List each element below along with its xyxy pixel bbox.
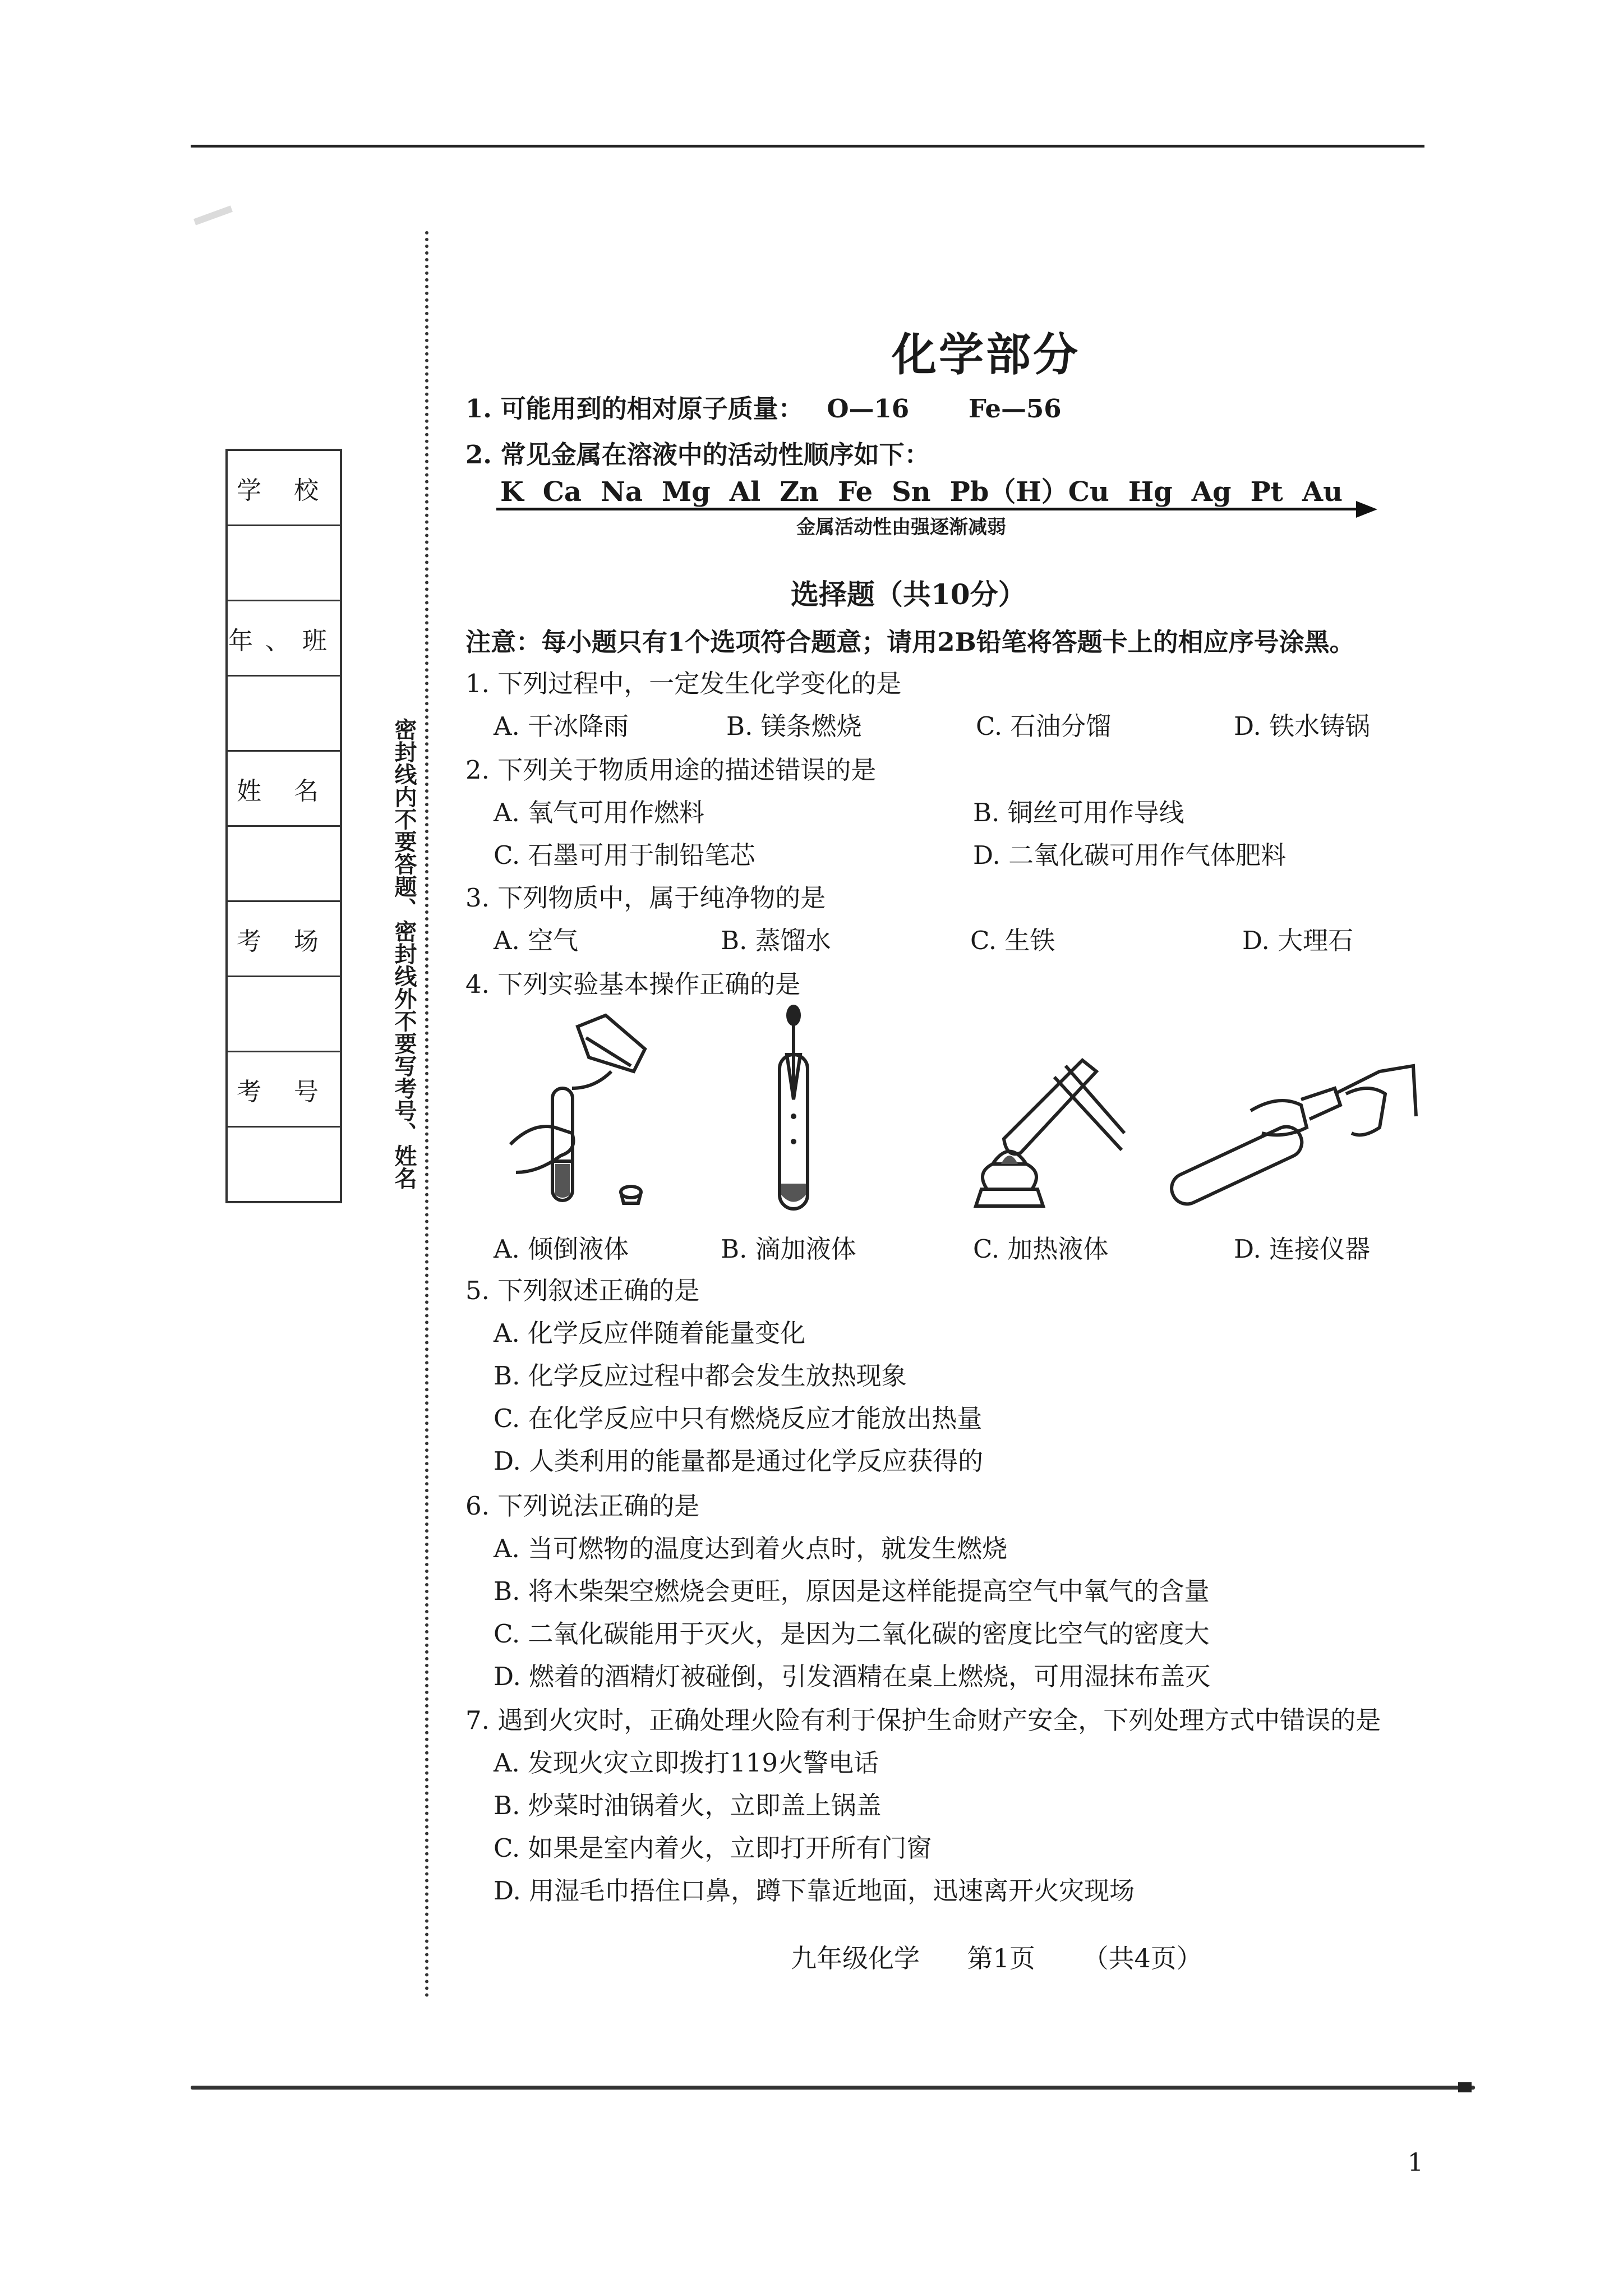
info-field-exam-number[interactable] — [228, 1128, 340, 1201]
q1-option-b[interactable]: B. 镁条燃烧 — [726, 711, 862, 741]
q7-option-b[interactable]: B. 炒菜时油锅着火，立即盖上锅盖 — [494, 1791, 882, 1820]
info-label-school: 学 校 — [228, 451, 340, 526]
q1-option-a[interactable]: A. 干冰降雨 — [494, 711, 629, 741]
q7-option-c[interactable]: C. 如果是室内着火，立即打开所有门窗 — [494, 1833, 932, 1863]
metal-mg: Mg — [662, 476, 711, 508]
q1-option-d[interactable]: D. 铁水铸锅 — [1234, 711, 1371, 741]
atomic-mass-o: O—16 — [827, 394, 910, 424]
instruction: 注意：每小题只有1个选项符合题意；请用2B铅笔将答题卡上的相应序号涂黑。 — [465, 627, 1355, 657]
seal-dotted-line — [425, 231, 428, 1998]
q7-option-a[interactable]: A. 发现火灾立即拨打119火警电话 — [494, 1748, 879, 1778]
metal-k: K — [500, 476, 524, 508]
top-rule — [191, 145, 1424, 148]
student-info-box — [225, 449, 342, 1203]
q2-option-a[interactable]: A. 氧气可用作燃料 — [494, 798, 705, 827]
metal-pb-h-cu: Pb（H）Cu — [949, 476, 1109, 508]
q3-option-d[interactable]: D. 大理石 — [1242, 926, 1354, 955]
footer-page: 第1页 — [967, 1943, 1035, 1973]
q2-option-b[interactable]: B. 铜丝可用作导线 — [973, 798, 1184, 827]
metal-au: Au — [1302, 476, 1343, 508]
question-4-stem: 4. 下列实验基本操作正确的是 — [465, 969, 801, 999]
page-footer — [791, 1938, 1202, 1975]
q3-option-c[interactable]: C. 生铁 — [970, 926, 1055, 955]
question-1-stem: 1. 下列过程中，一定发生化学变化的是 — [465, 669, 902, 698]
q5-option-c[interactable]: C. 在化学反应中只有燃烧反应才能放出热量 — [494, 1404, 983, 1433]
question-6-stem: 6. 下列说法正确的是 — [465, 1491, 700, 1521]
info-field-name[interactable] — [228, 827, 340, 902]
q4-option-a[interactable]: A. 倾倒液体 — [494, 1234, 629, 1264]
activity-arrow-caption: 金属活动性由强逐渐减弱 — [796, 516, 1006, 539]
info-label-name: 姓 名 — [228, 752, 340, 827]
page-title: 化学部分 — [892, 328, 1080, 381]
metal-activity-series — [500, 470, 1362, 509]
metal-na: Na — [601, 476, 643, 508]
note-atomic-mass-label: 1. 可能用到的相对原子质量： — [465, 394, 804, 424]
note-atomic-mass — [465, 388, 1062, 425]
figure-adding-drops — [760, 1004, 827, 1223]
q6-option-c[interactable]: C. 二氧化碳能用于灭火，是因为二氧化碳的密度比空气的密度大 — [494, 1619, 1210, 1649]
q7-option-d[interactable]: D. 用湿毛巾捂住口鼻，蹲下靠近地面，迅速离开火灾现场 — [494, 1876, 1135, 1906]
info-field-school[interactable] — [228, 526, 340, 601]
q3-option-a[interactable]: A. 空气 — [494, 926, 579, 955]
figure-pouring-liquid — [494, 1004, 673, 1223]
figure-connecting-apparatus — [1166, 1049, 1424, 1217]
question-3-stem: 3. 下列物质中，属于纯净物的是 — [465, 883, 826, 913]
metal-ca: Ca — [542, 476, 582, 508]
question-2-stem: 2. 下列关于物质用途的描述错误的是 — [465, 755, 877, 785]
q6-option-d[interactable]: D. 燃着的酒精灯被碰倒，引发酒精在桌上燃烧，可用湿抹布盖灭 — [494, 1662, 1211, 1691]
bottom-rule-end-mark — [1458, 2082, 1472, 2092]
footer-total: （共4页） — [1082, 1943, 1202, 1973]
question-7-stem: 7. 遇到火灾时，正确处理火险有利于保护生命财产安全，下列处理方式中错误的是 — [465, 1705, 1381, 1735]
q3-option-b[interactable]: B. 蒸馏水 — [721, 926, 831, 955]
info-label-exam-room: 考 场 — [228, 902, 340, 977]
arrow-right-icon — [1356, 501, 1377, 518]
footer-course: 九年级化学 — [791, 1943, 920, 1973]
info-field-class[interactable] — [228, 677, 340, 752]
metal-al: Al — [729, 476, 761, 508]
scan-smudge — [193, 205, 233, 225]
atomic-mass-fe: Fe—56 — [968, 394, 1062, 424]
metal-hg: Hg — [1128, 476, 1173, 508]
q1-option-c[interactable]: C. 石油分馏 — [976, 711, 1112, 741]
question-5-stem: 5. 下列叙述正确的是 — [465, 1276, 700, 1305]
q4-option-c[interactable]: C. 加热液体 — [973, 1234, 1109, 1264]
page-number: 1 — [1408, 2148, 1423, 2177]
q5-option-b[interactable]: B. 化学反应过程中都会发生放热现象 — [494, 1361, 907, 1391]
q5-option-d[interactable]: D. 人类利用的能量都是通过化学反应获得的 — [494, 1446, 984, 1476]
info-field-exam-room[interactable] — [228, 977, 340, 1052]
q6-option-b[interactable]: B. 将木柴架空燃烧会更旺，原因是这样能提高空气中氧气的含量 — [494, 1576, 1210, 1606]
metal-zn: Zn — [780, 476, 819, 508]
metal-fe: Fe — [838, 476, 873, 508]
figure-heating-liquid — [953, 1043, 1133, 1223]
metal-sn: Sn — [892, 476, 931, 508]
metal-ag: Ag — [1191, 476, 1232, 508]
q4-option-d[interactable]: D. 连接仪器 — [1234, 1234, 1371, 1264]
activity-arrow-line — [496, 508, 1368, 510]
seal-line-notice: 密封线内不要答题、密封线外不要写考号、姓名 — [391, 718, 417, 1189]
q2-option-c[interactable]: C. 石墨可用于制铅笔芯 — [494, 840, 755, 870]
q6-option-a[interactable]: A. 当可燃物的温度达到着火点时，就发生燃烧 — [494, 1534, 1008, 1563]
note-activity-series: 2. 常见金属在溶液中的活动性顺序如下： — [465, 440, 930, 470]
info-label-class: 年、班 — [228, 601, 340, 677]
bottom-rule — [191, 2086, 1475, 2090]
q2-option-d[interactable]: D. 二氧化碳可用作气体肥料 — [973, 840, 1287, 870]
metal-pt: Pt — [1250, 476, 1283, 508]
q5-option-a[interactable]: A. 化学反应伴随着能量变化 — [494, 1318, 806, 1348]
q4-option-b[interactable]: B. 滴加液体 — [721, 1234, 856, 1264]
info-label-exam-number: 考 号 — [228, 1052, 340, 1128]
section-title: 选择题（共10分） — [791, 578, 1026, 611]
